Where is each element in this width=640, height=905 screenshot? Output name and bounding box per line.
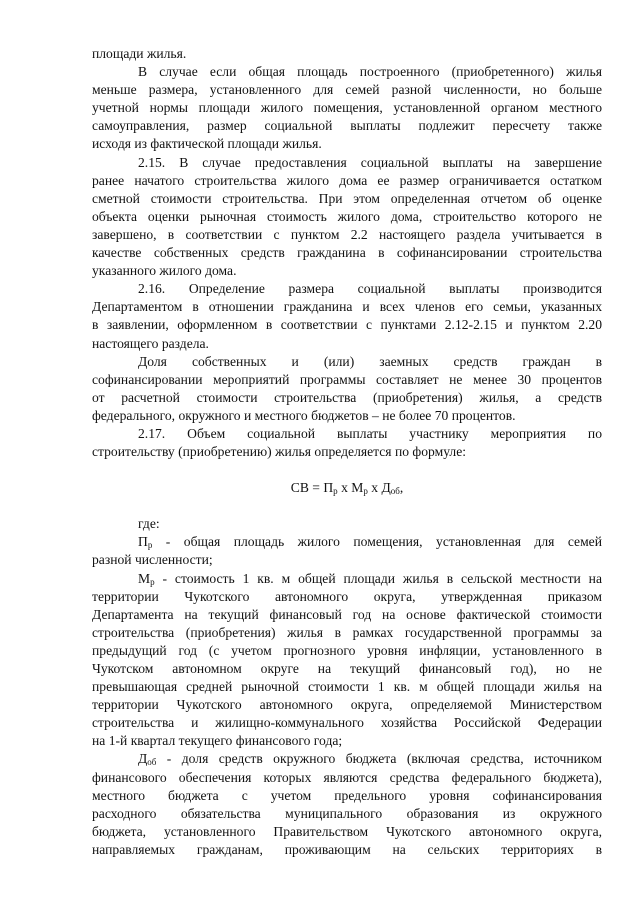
text-line: от расчетной стоимости строительства (приобретения) жилья, а средств: [92, 389, 602, 405]
text-line: объекта оценки рыночная стоимость жилого дома, строительство которого не: [92, 208, 602, 224]
text-line: сметной стоимости строительства. При этом определенная отчетом об оценке: [92, 190, 602, 206]
text-line: 2.17. Объем социальной выплаты участнику мероприятия по: [138, 425, 602, 441]
definition-area: [92, 533, 602, 569]
text-line: [92, 533, 602, 551]
text-line: предыдущий год (с учетом прогнозного уровня инфляции, установленного в: [92, 642, 602, 658]
paragraph-2-15: [92, 154, 602, 281]
text-line: строительства и жилищно-коммунального хозяйства Российской Федерации: [92, 715, 602, 731]
text-line: В случае если общая площадь построенного (приобретенного) жилья: [138, 64, 602, 80]
text-line: меньше размера, установленного для семей разной численности, но больше: [92, 82, 602, 98]
paragraph-2-17: [92, 425, 602, 461]
symbol-subscript: р: [147, 540, 153, 551]
text-line: ранее начатого строительства жилого дома ее размер ограничивается остатком: [92, 172, 602, 188]
text-line: Доля собственных и (или) заемных средств граждан в: [138, 353, 602, 369]
text-line: в заявлении, оформленном в соответствии с пунктами 2.12-2.15 и пунктом 2.20: [92, 317, 602, 333]
symbol: М: [138, 570, 151, 586]
text-line: строительству (приобретению) жилья определяется по формуле:: [92, 444, 467, 460]
paragraph-2-16: [92, 280, 602, 352]
text-line: строительства (приобретения) жилья в рамках государственной программы за: [92, 624, 602, 640]
text-line: софинансировании мероприятий программы составляет не менее 30 процентов: [92, 371, 602, 387]
definition-text: - доля средств окружного бюджета (включая средства, источником: [156, 751, 602, 767]
text-line: 2.15. В случае предоставления социальной выплаты на завершение: [138, 154, 602, 170]
text-line: на 1-й квартал текущего финансового года;: [92, 733, 343, 749]
text-line: финансового обеспечения которых являются средства федерального бюджета),: [92, 769, 602, 785]
formula-part: х М: [337, 480, 364, 496]
text-line: Департамента на текущий финансовый год на основе фактической стоимости: [92, 606, 602, 622]
definition-cost: [92, 570, 602, 751]
formula-subscript: р: [333, 486, 338, 497]
symbol-subscript: об: [147, 757, 157, 768]
paragraph-share: [92, 353, 602, 425]
text-line: бюджета, установленного Правительством Чукотского автономного округа,: [92, 823, 602, 839]
formula-subscript: об: [390, 486, 400, 497]
text-line: самоуправления, размер социальной выплаты подлежит пересчету также: [92, 118, 602, 134]
text-line: учетной нормы площади жилого помещения, установленной органом местного: [92, 100, 602, 116]
definition-text: - общая площадь жилого помещения, установленная для семей: [152, 534, 602, 550]
text-line: площади жилья.: [92, 46, 187, 61]
text-line: настоящего раздела.: [92, 335, 209, 351]
formula-part: СВ = П: [290, 480, 334, 496]
definition-text: - стоимость 1 кв. м общей площади жилья в сельской местности на: [154, 570, 602, 586]
text-line: исходя из фактической площади жилья.: [92, 136, 322, 152]
text-line: Департаментом в отношении гражданина и всех членов его семьи, указанных: [92, 299, 602, 315]
text-line: федерального, окружного и местного бюджетов – не более 70 процентов.: [92, 407, 516, 423]
formula-part: ,: [399, 480, 404, 496]
text-line: территории Чукотского автономного округа, утвержденная приказом: [92, 588, 602, 604]
text-line: [92, 750, 602, 768]
document-page: [92, 45, 602, 859]
text-line: Чукотском автономном округе на текущий финансовый год), но не: [92, 661, 602, 676]
formula: [92, 479, 602, 497]
where-label: где:: [138, 516, 160, 532]
text-line: направляемых гражданам, проживающим на сельских территориях в: [92, 841, 602, 857]
text-line: территории Чукотского автономного округа, определяемой Министерством: [92, 697, 602, 713]
symbol: П: [138, 534, 148, 550]
text-line: [92, 570, 602, 588]
text-line: расходного обязательства муниципального образования из окружного: [92, 805, 602, 821]
text-line: местного бюджета с учетом предельного уровня софинансирования: [92, 787, 602, 803]
text-line: завершено, в соответствии с пунктом 2.2 настоящего раздела учитывается в: [92, 226, 602, 242]
definition-share: [92, 750, 602, 859]
formula-part: х Д: [367, 480, 391, 496]
text-line: указанного жилого дома.: [92, 263, 237, 279]
text-line: 2.16. Определение размера социальной выплаты производится: [138, 281, 602, 297]
text-line: качестве собственных средств гражданина в софинансировании строительства: [92, 245, 602, 261]
paragraph-recalculation: [92, 63, 602, 153]
symbol-subscript: р: [150, 576, 155, 587]
symbol: Д: [138, 751, 148, 767]
text-line: разной численности;: [92, 552, 213, 568]
text-line: превышающая средней рыночной стоимости 1 кв. м общей площади жилья на: [92, 679, 602, 695]
formula-subscript: р: [363, 486, 368, 497]
